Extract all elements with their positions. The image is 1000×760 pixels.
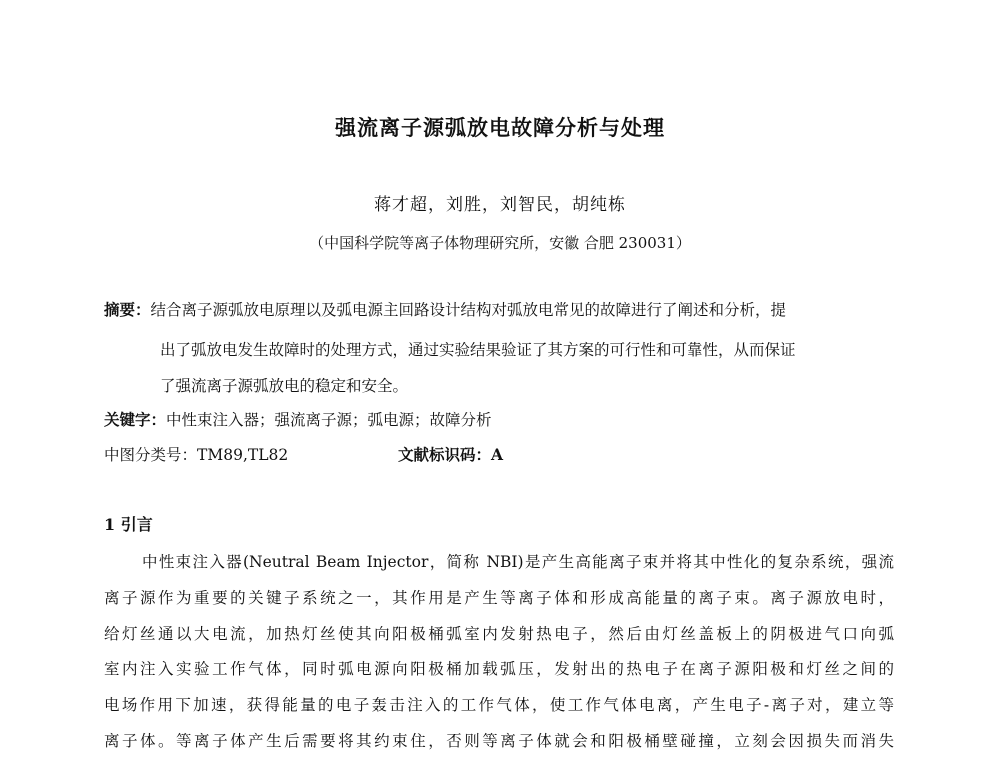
paragraph-line: 给灯丝通以大电流，加热灯丝使其向阳极桶弧室内发射热电子，然后由灯丝盖板上的阴极进气口向弧 [104, 625, 894, 643]
abstract-first-line [104, 298, 786, 320]
document-code [398, 443, 503, 465]
abstract-line: 出了弧放电发生故障时的处理方式，通过实验结果验证了其方案的可行性和可靠性，从而保证 [160, 341, 796, 359]
abstract-label: 摘要： [104, 300, 151, 319]
keywords-text: 中性束注入器；强流离子源；弧电源；故障分析 [166, 411, 492, 429]
classification-value: TM89,TL82 [197, 446, 289, 464]
paper-title: 强流离子源弧放电故障分析与处理 [335, 115, 665, 140]
abstract-line: 结合离子源弧放电原理以及弧电源主回路设计结构对弧放电常见的故障进行了阐述和分析，提 [150, 301, 787, 319]
document-code-value: A [491, 445, 504, 464]
classification-label: 中图分类号： [104, 446, 198, 464]
section-heading: 1 引言 [104, 515, 153, 534]
paragraph-line: 电场作用下加速，获得能量的电子轰击注入的工作气体，使工作气体电离，产生电子-离子对，建立等 [104, 696, 894, 714]
paragraph-line: 中性束注入器(Neutral Beam Injector，简称 NBI)是产生高能离子束并将其中性化的复杂系统，强流 [142, 553, 894, 571]
paragraph-line: 离子源作为重要的关键子系统之一，其作用是产生等离子体和形成高能量的离子束。离子源放电时， [104, 589, 894, 607]
abstract-line: 了强流离子源弧放电的稳定和安全。 [160, 377, 409, 395]
paragraph-line: 离子体。等离子体产生后需要将其约束住，否则等离子体就会和阳极桶壁碰撞，立刻会因损失而消失 [104, 732, 894, 750]
paragraph-line: 室内注入实验工作气体，同时弧电源向阳极桶加载弧压，发射出的热电子在离子源阳极和灯丝之间的 [104, 660, 894, 678]
affiliation: （中国科学院等离子体物理研究所，安徽 合肥 230031） [309, 234, 691, 252]
document-code-label: 文献标识码： [398, 445, 492, 464]
keywords [104, 408, 492, 430]
author-list: 蒋才超，刘胜，刘智民，胡纯栋 [374, 195, 626, 215]
classification [104, 443, 288, 465]
keywords-label: 关键字： [104, 410, 167, 429]
